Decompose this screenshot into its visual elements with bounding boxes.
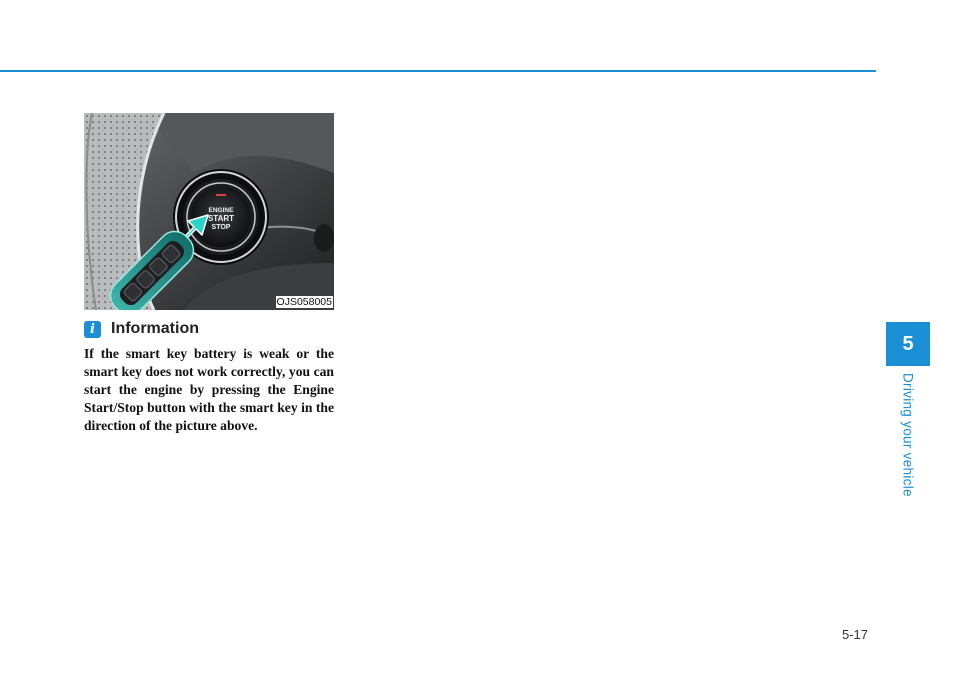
figure-smart-key-start-button: [84, 113, 334, 310]
button-text-stop: STOP: [211, 224, 231, 231]
information-title: Information: [111, 320, 199, 337]
button-text-engine: ENGINE: [208, 207, 234, 214]
figure-code: OJS058005: [276, 296, 332, 308]
information-heading: [84, 319, 199, 339]
info-icon: i: [84, 321, 101, 338]
button-text-start: START: [207, 214, 235, 223]
chapter-number-tab: 5: [886, 322, 930, 366]
chapter-label-text: Driving your vehicle: [900, 373, 916, 497]
figure-illustration: [84, 113, 334, 310]
page-number: 5-17: [842, 627, 869, 642]
top-rule: [0, 70, 876, 72]
information-body: If the smart key battery is weak or the smart key does not work correctly, you can start the engine by pressing the Engine Start/Stop button with the smart key in the direction of the picture above.: [84, 346, 334, 433]
chapter-label: [886, 372, 930, 498]
